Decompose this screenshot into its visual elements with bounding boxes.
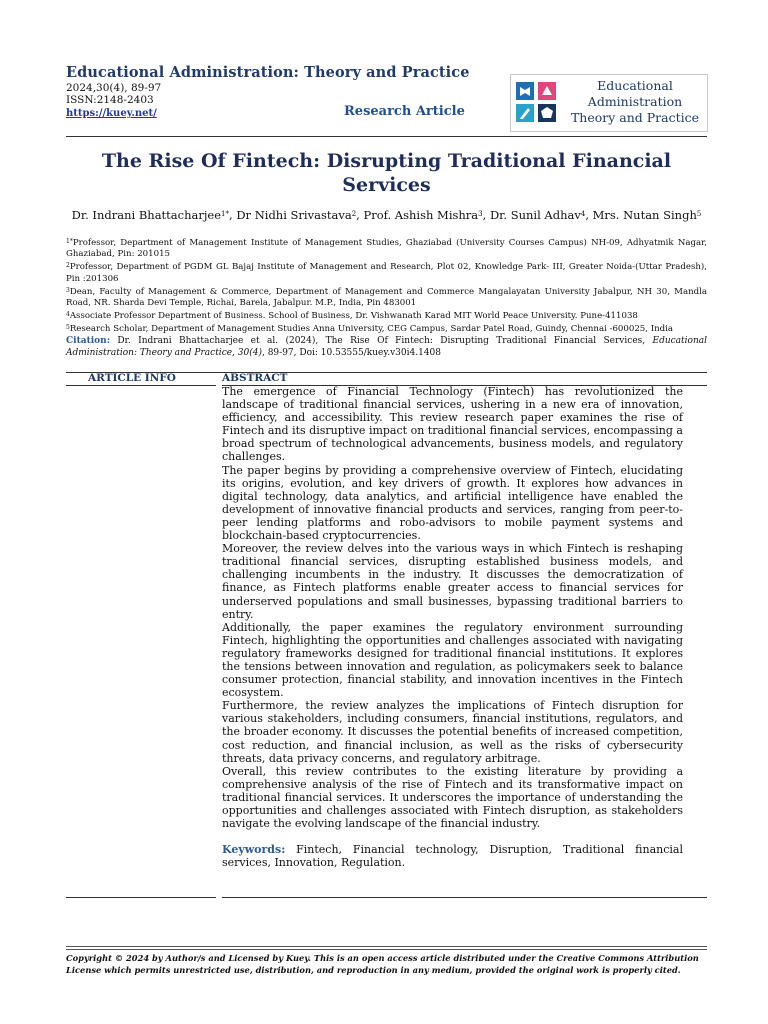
affiliation-mark: 3 xyxy=(66,286,70,294)
affiliations xyxy=(66,236,707,336)
author-separator: , xyxy=(482,208,490,222)
article-info-heading: ARTICLE INFO xyxy=(88,372,176,384)
journal-logo xyxy=(510,74,708,132)
journal-logo-icon xyxy=(513,78,559,127)
author-1-mark: 1* xyxy=(221,210,230,218)
issn: ISSN:2148-2403 xyxy=(66,94,154,106)
affiliation-mark: 2 xyxy=(66,262,70,270)
logo-line-2: Administration xyxy=(587,94,683,109)
affiliation-text: Professor, Department of PGDM GL Bajaj Institute of Management and Research, Plot 02, Knowledge Park- III, Greater Noida-(Uttar Pradesh), Pin :201306 xyxy=(66,262,707,284)
logo-line-1: Educational xyxy=(597,78,673,93)
article-title: The Rise Of Fintech: Disrupting Traditional Financial Services xyxy=(101,150,672,196)
journal-name: Educational Administration: Theory and Practice xyxy=(66,64,470,81)
author-separator: , xyxy=(229,208,237,222)
footer-rule xyxy=(66,949,707,950)
abstract-paragraph-6: Overall, this review contributes to the existing literature by providing a comprehensive analysis of the rise of Fintech and its transformative impact on traditional financial services. It underscores the importance of understanding the opportunities and challenges associated with Fintech disruption, as stakeholders navigate the evolving landscape of the financial industry. xyxy=(222,764,683,831)
author-1-name: Dr. Indrani Bhattacharjee xyxy=(71,208,222,222)
author-separator: , xyxy=(356,208,364,222)
abstract-paragraph-4: Additionally, the paper examines the regulatory environment surrounding Fintech, highlighting the opportunities and challenges associated with navigating regulatory frameworks designed for traditional financial institutions. It explores the tensions between innovation and regulation, as policymakers seek to balance consumer protection, financial stability, and innovation incentives in the Fintech ecosystem. xyxy=(222,620,683,700)
affiliation-5 xyxy=(66,322,707,335)
affiliation-4 xyxy=(66,309,707,322)
citation-text: Dr. Indrani Bhattacharjee et al. (2024), The Rise Of Fintech: Disrupting Traditional Financial Services, xyxy=(110,336,653,346)
logo-line-3: Theory and Practice xyxy=(570,110,700,125)
author-5-name: Mrs. Nutan Singh xyxy=(592,208,697,222)
abstract-paragraph-1: The emergence of Financial Technology (Fintech) has revolutionized the landscape of traditional financial services, ushering in a new era of innovation, efficiency, and accessibility. This review research paper examines the rise of Fintech and its disruptive impact on traditional financial services, encompassing a broad spectrum of technological advancements, business models, and regulatory challenges. xyxy=(222,385,683,464)
affiliation-text: Research Scholar, Department of Management Studies Anna University, CEG Campus, Sardar Patel Road, Guindy, Chennai -600025, India xyxy=(69,324,674,335)
affiliation-text: Associate Professor Department of Business. School of Business, Dr. Vishwanath Karad MIT World Peace University. Pune-411038 xyxy=(69,311,638,322)
author-3-mark: 3 xyxy=(478,210,483,218)
table-bottom-rule-right xyxy=(222,897,707,898)
author-3-name: Prof. Ashish Mishra xyxy=(363,208,479,222)
author-5-mark: 5 xyxy=(696,210,702,218)
keywords xyxy=(222,843,683,869)
copyright-notice: Copyright © 2024 by Author/s and Licensed by Kuey. This is an open access article distributed under the Creative Commons Attribution License which permits unrestricted use, distribution, and reproduction in any medium, provided the original work is properly cited. xyxy=(66,953,699,975)
affiliation-text: Dean, Faculty of Management & Commerce, Department of Management and Commerce Mangalayatan University Jabalpur, NH 30, Mandla Road, NR. Sharda Devi Temple, Richai, Barela, Jabalpur. M.P., India, Pin 483001 xyxy=(66,286,707,309)
affiliation-3 xyxy=(66,285,707,309)
author-list xyxy=(66,208,707,222)
author-4-mark: 4 xyxy=(580,210,586,218)
author-separator: , xyxy=(585,208,593,222)
author-2-mark: 2 xyxy=(351,210,357,218)
author-4-name: Dr. Sunil Adhav xyxy=(489,208,581,222)
abstract-body xyxy=(222,385,683,869)
header-divider xyxy=(66,136,707,137)
affiliation-text: Professor, Department of Management Institute of Management Studies, Ghaziabad (University Courses Campus) NH-09, Adhyatmik Nagar, Ghaziabad, Pin: 201015 xyxy=(66,238,707,260)
citation xyxy=(66,336,707,359)
affiliation-mark: 1* xyxy=(66,238,73,245)
keywords-label: Keywords: xyxy=(222,843,286,857)
footer-rule xyxy=(66,946,707,947)
citation-label: Citation: xyxy=(66,336,111,346)
journal-logo-text xyxy=(565,78,705,126)
author-2-name: Dr Nidhi Srivastava xyxy=(236,208,352,222)
article-type: Research Article xyxy=(344,104,465,119)
table-bottom-rule-left xyxy=(66,897,216,898)
keywords-text: Fintech, Financial technology, Disruption, Traditional financial services, Innovation, Regulation. xyxy=(222,843,683,870)
abstract-paragraph-2: The paper begins by providing a comprehensive overview of Fintech, elucidating its origins, evolution, and key drivers of growth. It explores how advances in digital technology, data analytics, and artificial intelligence have enabled the development of innovative financial products and services, ranging from peer-to-peer lending platforms and robo-advisors to mobile payment systems and blockchain-based cryptocurrencies. xyxy=(222,463,683,543)
affiliation-1 xyxy=(66,236,707,260)
affiliation-2 xyxy=(66,260,707,284)
abstract-paragraph-3: Moreover, the review delves into the various ways in which Fintech is reshaping traditional financial services, disrupting established business models, and challenging incumbents in the industry. It discusses the democratization of finance, as Fintech platforms enable greater access to financial services for underserved populations and small businesses, bypassing traditional barriers to entry. xyxy=(222,542,683,621)
affiliation-mark: 4 xyxy=(66,311,70,319)
abstract-heading: ABSTRACT xyxy=(222,372,288,384)
affiliation-mark: 5 xyxy=(66,324,70,332)
journal-url-link[interactable]: https://kuey.net/ xyxy=(66,108,157,119)
volume-pages: 2024,30(4), 89-97 xyxy=(66,82,162,94)
citation-journal: Educational Administration: Theory and Practice, 30(4) xyxy=(66,336,707,358)
table-header-rule-left xyxy=(66,385,216,386)
abstract-paragraph-5: Furthermore, the review analyzes the implications of Fintech disruption for various stakeholders, including consumers, financial institutions, regulators, and the broader economy. It discusses the potential benefits of increased competition, cost reduction, and financial inclusion, as well as the risks of cybersecurity threats, data privacy concerns, and regulatory arbitrage. xyxy=(222,699,683,765)
citation-doi: , 89-97, Doi: 10.53555/kuey.v30i4.1408 xyxy=(261,347,441,358)
